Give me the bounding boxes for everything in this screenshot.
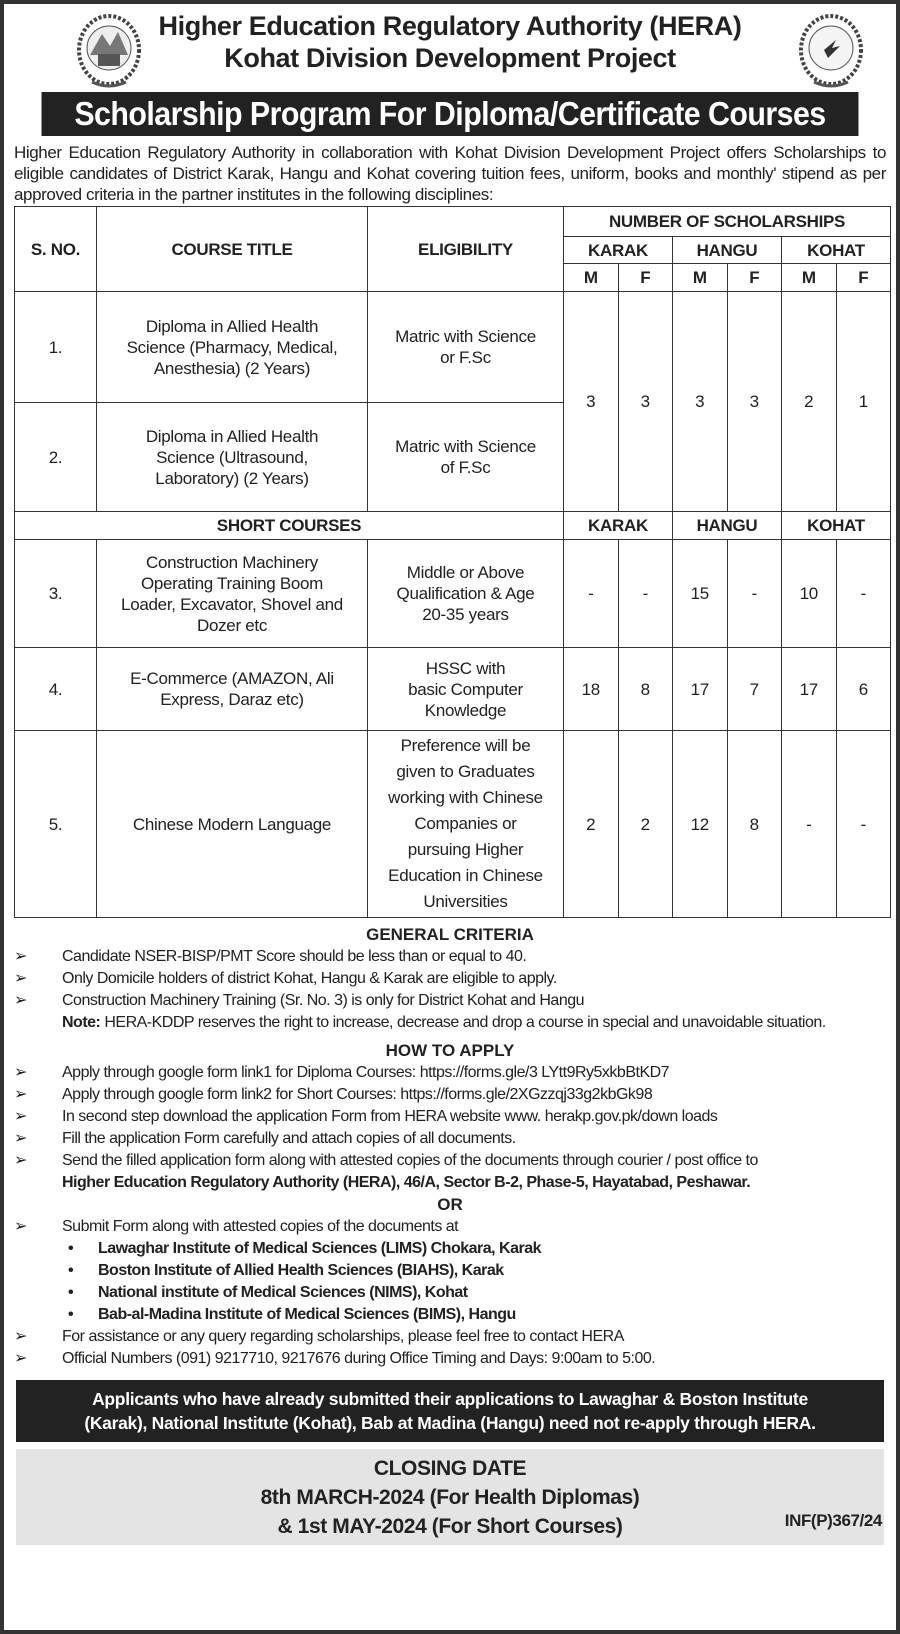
arrow-bullet-icon: ➢	[14, 1108, 27, 1125]
course-cell: Diploma in Allied Health Science (Ultrasound, Laboratory) (2 Years)	[97, 403, 368, 512]
count-cell: 6	[836, 648, 891, 731]
note-label: Note:	[62, 1014, 101, 1031]
list-item	[14, 1216, 896, 1238]
count-cell: -	[618, 540, 673, 648]
how-to-apply-list	[4, 1062, 896, 1194]
header-female: F	[618, 264, 673, 292]
list-item	[14, 1062, 896, 1084]
eligibility-cell: Matric with Science or F.Sc	[368, 292, 564, 403]
arrow-bullet-icon: ➢	[14, 1086, 27, 1103]
eligibility-cell: Matric with Science of F.Sc	[368, 403, 564, 512]
hera-address: Higher Education Regulatory Authority (HERA), 46/A, Sector B-2, Phase-5, Hayatabad, Peshawar.	[62, 1174, 751, 1191]
apply-step-text: Fill the application Form carefully and attach copies of all documents.	[62, 1130, 516, 1147]
notice-line: (Karak), National Institute (Kohat), Bab at Madina (Hangu) need not re-apply through HERA.	[84, 1413, 816, 1433]
arrow-bullet-icon: ➢	[14, 1328, 27, 1345]
table-row	[15, 731, 891, 918]
hera-logo-icon	[794, 10, 868, 88]
institute-item: • Boston Institute of Allied Health Sciences (BIAHS), Karak	[62, 1260, 896, 1282]
apply-step-link2[interactable]: Apply through google form link2 for Short Courses: https://forms.gle/2XGzzqj33g2kbGk98	[62, 1086, 653, 1103]
list-item	[14, 990, 896, 1012]
table-row	[15, 648, 891, 731]
count-cell: 3	[673, 292, 728, 512]
intro-paragraph: Higher Education Regulatory Authority in collaboration with Kohat Division Development Project offers Scholarships to eligible candidates of District Karak, Hangu and Kohat covering tuition fees, uniform, books and monthly' stipend as per approved criteria in the partner institutes in the following disciplines:	[14, 143, 886, 204]
list-item	[14, 1150, 896, 1194]
header-hangu: HANGU	[673, 512, 782, 540]
closing-date-box	[16, 1449, 884, 1545]
count-cell: 7	[727, 648, 782, 731]
notice-box	[16, 1380, 884, 1442]
list-item	[14, 1128, 896, 1150]
sno-cell: 4.	[15, 648, 97, 731]
or-separator: OR	[437, 1195, 463, 1214]
contact-text: For assistance or any query regarding scholarships, please feel free to contact HERA	[62, 1328, 624, 1345]
header-male: M	[673, 264, 728, 292]
scholarship-table	[14, 206, 891, 918]
count-cell: -	[836, 540, 891, 648]
sno-cell: 2.	[15, 403, 97, 512]
arrow-bullet-icon: ➢	[14, 1152, 27, 1169]
header-karak: KARAK	[564, 237, 673, 264]
closing-date-title: CLOSING DATE	[373, 1457, 527, 1480]
note-text: HERA-KDDP reserves the right to increase, decrease and drop a course in special and unavoidable situation.	[100, 1014, 826, 1031]
header-male: M	[564, 264, 619, 292]
list-item	[14, 1084, 896, 1106]
apply-step-link1[interactable]: Apply through google form link1 for Diploma Courses: https://forms.gle/3 LYtt9Ry5xkbBtKD7	[62, 1064, 670, 1081]
header-kohat: KOHAT	[782, 512, 891, 540]
eligibility-cell: Middle or Above Qualification & Age 20-35 years	[368, 540, 564, 648]
count-cell: -	[727, 540, 782, 648]
list-item	[14, 946, 896, 968]
header-female: F	[727, 264, 782, 292]
header-hangu: HANGU	[673, 237, 782, 264]
closing-date-short-courses: & 1st MAY-2024 (For Short Courses)	[277, 1515, 623, 1538]
count-cell: 3	[618, 292, 673, 512]
organization-name: Higher Education Regulatory Authority (HERA)	[158, 11, 742, 41]
course-cell: Construction Machinery Operating Training Boom Loader, Excavator, Shovel and Dozer etc	[97, 540, 368, 648]
apply-step-download[interactable]: In second step download the application Form from HERA website www. herakp.gov.pk/down loads	[62, 1108, 718, 1125]
count-cell: 12	[673, 731, 728, 918]
count-cell: 2	[564, 731, 619, 918]
count-cell: 3	[727, 292, 782, 512]
count-cell: 3	[564, 292, 619, 512]
kp-government-logo-icon	[72, 10, 146, 88]
program-title: Scholarship Program For Diploma/Certificate Courses	[42, 92, 859, 136]
count-cell: 17	[782, 648, 837, 731]
table-row	[15, 540, 891, 648]
institute-item: • National institute of Medical Sciences (NIMS), Kohat	[62, 1282, 896, 1304]
header-number-of-scholarships: NUMBER OF SCHOLARSHIPS	[564, 207, 891, 237]
count-cell: 18	[564, 648, 619, 731]
arrow-bullet-icon: ➢	[14, 1218, 27, 1235]
criteria-text: Construction Machinery Training (Sr. No. 3) is only for District Kohat and Hangu	[62, 992, 585, 1009]
sno-cell: 1.	[15, 292, 97, 403]
submit-text: Submit Form along with attested copies of the documents at	[62, 1218, 459, 1235]
count-cell: -	[564, 540, 619, 648]
general-criteria-list	[4, 946, 896, 1012]
institutes-list	[4, 1238, 896, 1326]
eligibility-cell: Preference will be given to Graduates working with Chinese Companies or pursuing Higher Education in Chinese Universities	[368, 731, 564, 918]
count-cell: -	[836, 731, 891, 918]
list-item	[14, 1348, 896, 1370]
header-female: F	[836, 264, 891, 292]
phone-numbers: Official Numbers (091) 9217710, 9217676 during Office Timing and Days: 9:00am to 5:00.	[62, 1350, 656, 1367]
short-courses-header: SHORT COURSES	[15, 512, 564, 540]
criteria-text: Only Domicile holders of district Kohat, Hangu & Karak are eligible to apply.	[62, 970, 557, 987]
header-course-title: COURSE TITLE	[97, 207, 368, 292]
reference-number: INF(P)367/24	[784, 1511, 882, 1530]
sno-cell: 3.	[15, 540, 97, 648]
course-cell: E-Commerce (AMAZON, Ali Express, Daraz etc)	[97, 648, 368, 731]
closing-date-diplomas: 8th MARCH-2024 (For Health Diplomas)	[260, 1486, 640, 1509]
note	[4, 1012, 896, 1034]
institute-item: • Bab-al-Madina Institute of Medical Sciences (BIMS), Hangu	[62, 1304, 896, 1326]
course-cell: Diploma in Allied Health Science (Pharmacy, Medical, Anesthesia) (2 Years)	[97, 292, 368, 403]
count-cell: 2	[782, 292, 837, 512]
header-kohat: KOHAT	[782, 237, 891, 264]
eligibility-cell: HSSC with basic Computer Knowledge	[368, 648, 564, 731]
count-cell: 1	[836, 292, 891, 512]
list-item	[14, 1106, 896, 1128]
arrow-bullet-icon: ➢	[14, 1350, 27, 1367]
header-sno: S. NO.	[15, 207, 97, 292]
institute-item: • Lawaghar Institute of Medical Sciences (LIMS) Chokara, Karak	[62, 1238, 896, 1260]
header-eligibility: ELIGIBILITY	[368, 207, 564, 292]
arrow-bullet-icon: ➢	[14, 992, 27, 1009]
arrow-bullet-icon: ➢	[14, 1130, 27, 1147]
count-cell: -	[782, 731, 837, 918]
count-cell: 8	[727, 731, 782, 918]
list-item	[14, 1326, 896, 1348]
count-cell: 17	[673, 648, 728, 731]
count-cell: 15	[673, 540, 728, 648]
how-to-apply-title: HOW TO APPLY	[385, 1041, 515, 1060]
short-courses-header-row	[15, 512, 891, 540]
header	[4, 4, 896, 92]
arrow-bullet-icon: ➢	[14, 970, 27, 987]
count-cell: 2	[618, 731, 673, 918]
count-cell: 10	[782, 540, 837, 648]
arrow-bullet-icon: ➢	[14, 948, 27, 965]
contact-list	[4, 1326, 896, 1370]
course-cell: Chinese Modern Language	[97, 731, 368, 918]
header-karak: KARAK	[564, 512, 673, 540]
notice-line: Applicants who have already submitted their applications to Lawaghar & Boston Institute	[92, 1389, 808, 1409]
list-item	[14, 968, 896, 990]
criteria-text: Candidate NSER-BISP/PMT Score should be less than or equal to 40.	[62, 948, 527, 965]
apply-step-text: Send the filled application form along with attested copies of the documents through courier / post office to	[62, 1152, 758, 1169]
submit-list	[4, 1216, 896, 1238]
count-cell: 8	[618, 648, 673, 731]
general-criteria-title: GENERAL CRITERIA	[366, 925, 534, 944]
header-male: M	[782, 264, 837, 292]
sno-cell: 5.	[15, 731, 97, 918]
project-name: Kohat Division Development Project	[224, 43, 676, 73]
arrow-bullet-icon: ➢	[14, 1064, 27, 1081]
table-row	[15, 292, 891, 403]
